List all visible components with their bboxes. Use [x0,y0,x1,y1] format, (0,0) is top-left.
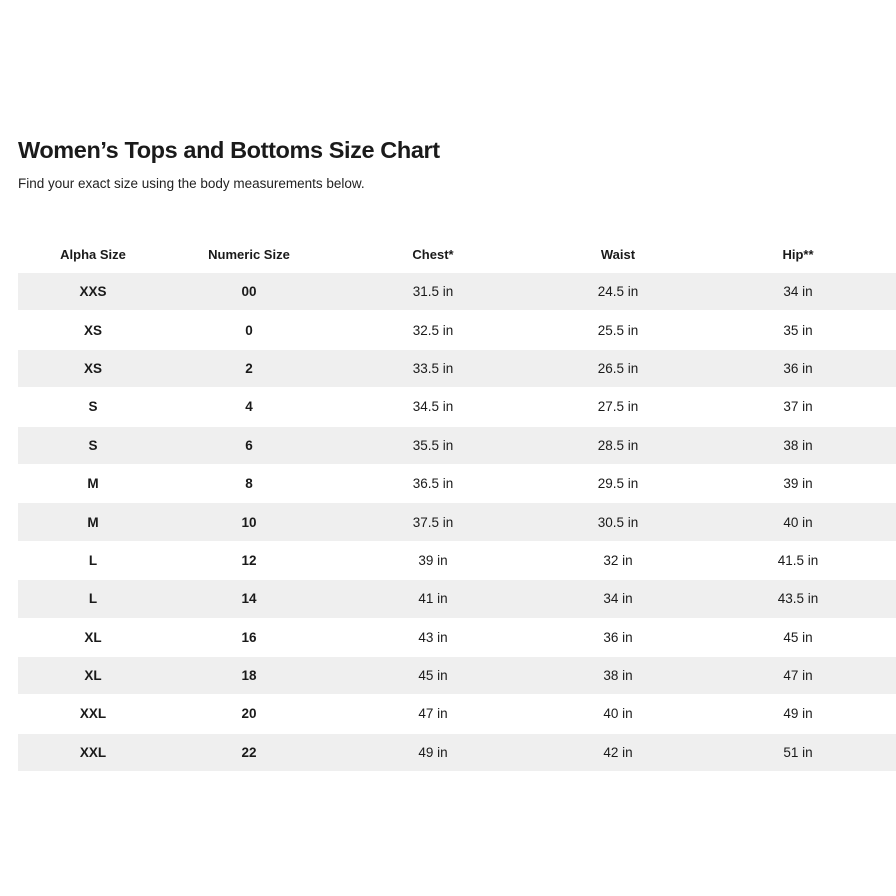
cell-alpha-size: XXL [18,695,168,733]
cell-waist: 30.5 in [536,503,700,541]
cell-alpha-size: S [18,388,168,426]
cell-chest: 41 in [330,580,536,618]
cell-hip: 37 in [700,388,896,426]
cell-alpha-size: XS [18,311,168,349]
cell-waist: 26.5 in [536,349,700,387]
header-numeric-size: Numeric Size [208,247,290,262]
cell-chest: 49 in [330,733,536,771]
cell-hip: 49 in [700,695,896,733]
cell-chest: 39 in [330,541,536,579]
page-subtitle: Find your exact size using the body measurements below. [18,176,365,191]
cell-numeric-size: 8 [168,464,330,502]
cell-waist: 27.5 in [536,388,700,426]
cell-chest: 31.5 in [330,273,536,311]
cell-alpha-size: L [18,580,168,618]
cell-chest: 32.5 in [330,311,536,349]
cell-hip: 38 in [700,426,896,464]
cell-hip: 47 in [700,656,896,694]
table-row [18,580,896,618]
cell-numeric-size: 16 [168,618,330,656]
cell-waist: 28.5 in [536,426,700,464]
cell-chest: 45 in [330,656,536,694]
table-row [18,349,896,387]
table-row [18,733,896,771]
cell-numeric-size: 20 [168,695,330,733]
cell-numeric-size: 2 [168,349,330,387]
table-row [18,388,896,426]
cell-chest: 37.5 in [330,503,536,541]
cell-waist: 34 in [536,580,700,618]
header-row [18,236,896,273]
table-row [18,311,896,349]
table-row [18,541,896,579]
cell-hip: 41.5 in [700,541,896,579]
cell-alpha-size: XL [18,656,168,694]
cell-waist: 38 in [536,656,700,694]
cell-alpha-size: XL [18,618,168,656]
page-title: Women’s Tops and Bottoms Size Chart [18,137,440,163]
cell-waist: 40 in [536,695,700,733]
cell-chest: 34.5 in [330,388,536,426]
cell-chest: 43 in [330,618,536,656]
cell-hip: 39 in [700,464,896,502]
cell-waist: 32 in [536,541,700,579]
table-header [18,236,896,273]
cell-hip: 34 in [700,273,896,311]
cell-numeric-size: 6 [168,426,330,464]
cell-alpha-size: XXL [18,733,168,771]
cell-numeric-size: 18 [168,656,330,694]
table-body [18,273,896,772]
table-row [18,426,896,464]
cell-chest: 47 in [330,695,536,733]
cell-hip: 36 in [700,349,896,387]
table-row [18,695,896,733]
cell-alpha-size: S [18,426,168,464]
table-row [18,656,896,694]
table-row [18,273,896,311]
header-waist: Waist [600,247,636,262]
header-alpha-size: Alpha Size [60,247,126,262]
cell-numeric-size: 12 [168,541,330,579]
cell-numeric-size: 14 [168,580,330,618]
cell-hip: 43.5 in [700,580,896,618]
cell-alpha-size: XXS [18,273,168,311]
cell-alpha-size: M [18,503,168,541]
cell-waist: 24.5 in [536,273,700,311]
cell-numeric-size: 00 [168,273,330,311]
header-chest: Chest* [412,247,454,262]
cell-waist: 42 in [536,733,700,771]
table-row [18,618,896,656]
cell-alpha-size: M [18,464,168,502]
cell-alpha-size: XS [18,349,168,387]
size-chart-table [18,236,896,772]
cell-hip: 40 in [700,503,896,541]
cell-hip: 51 in [700,733,896,771]
cell-alpha-size: L [18,541,168,579]
cell-numeric-size: 10 [168,503,330,541]
cell-chest: 35.5 in [330,426,536,464]
cell-numeric-size: 0 [168,311,330,349]
cell-numeric-size: 4 [168,388,330,426]
cell-waist: 25.5 in [536,311,700,349]
header-hip: Hip** [782,247,814,262]
table-row [18,503,896,541]
cell-hip: 45 in [700,618,896,656]
table-row [18,464,896,502]
cell-numeric-size: 22 [168,733,330,771]
cell-chest: 36.5 in [330,464,536,502]
cell-waist: 36 in [536,618,700,656]
cell-hip: 35 in [700,311,896,349]
cell-waist: 29.5 in [536,464,700,502]
cell-chest: 33.5 in [330,349,536,387]
